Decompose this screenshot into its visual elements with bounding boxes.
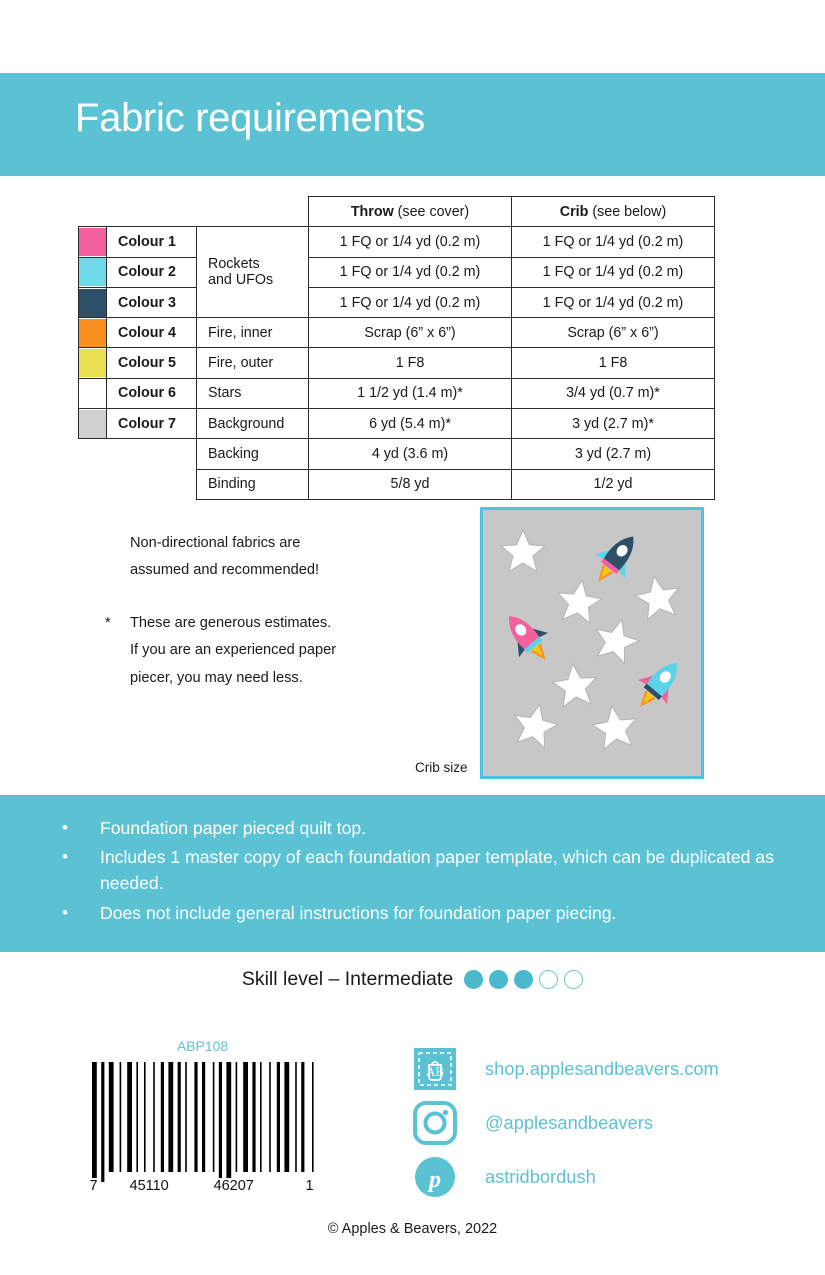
crib-value-3: 1 FQ or 1/4 yd (0.2 m) [512, 287, 715, 317]
quilt-star [509, 700, 561, 750]
page-title: Fabric requirements [75, 96, 425, 140]
throw-value-7: 6 yd (5.4 m)* [309, 409, 512, 439]
crib-label: Crib [559, 203, 589, 220]
note-line-1: Non-directional fabrics are [130, 535, 301, 551]
use-cell-rockets [197, 227, 309, 318]
barcode-digit-group2: 46207 [213, 1178, 254, 1194]
bullet-icon: • [62, 818, 68, 837]
crib-value-5: 1 F8 [512, 348, 715, 378]
use-line-1: Rockets [208, 256, 260, 273]
social-links [413, 1042, 719, 1204]
throw-sub: (see cover) [393, 203, 470, 220]
note-line-2: assumed and recommended! [130, 562, 320, 579]
quilt-star [555, 577, 604, 624]
crib-sub: (see below) [588, 203, 667, 220]
barcode-digit-right: 1 [305, 1178, 314, 1194]
spacer-colour-8 [107, 439, 197, 469]
colour-name-1: Colour 1 [107, 227, 197, 257]
social-row-shop[interactable] [413, 1042, 719, 1095]
social-row-instagram[interactable] [413, 1096, 719, 1149]
throw-value-3: 1 FQ or 1/4 yd (0.2 m) [309, 287, 512, 317]
star-line-2: If you are an experienced paper [130, 642, 337, 659]
spacer-cell-use [197, 197, 309, 227]
quilt-rocket-cyan [626, 651, 692, 719]
swatch-cell-4 [79, 318, 107, 348]
star-line-3: piecer, you may need less. [130, 669, 303, 686]
skill-dot-empty [539, 970, 558, 989]
skill-dot-filled [464, 970, 483, 989]
crib-value-6: 3/4 yd (0.7 m)* [512, 378, 715, 408]
social-row-pinterest[interactable] [413, 1150, 719, 1203]
instagram-handle-text[interactable]: @applesandbeavers [485, 1111, 653, 1133]
quilt-star [633, 573, 684, 622]
table-row [79, 227, 715, 257]
barcode-digit-left: 7 [89, 1178, 98, 1194]
list-item-text: Foundation paper pieced quilt top. [100, 818, 367, 838]
quilt-illustration [483, 510, 701, 776]
pinterest-icon[interactable] [413, 1155, 457, 1199]
swatch-cell-2 [79, 257, 107, 287]
star-note-block [105, 610, 337, 691]
instagram-icon[interactable] [413, 1101, 457, 1145]
crib-value-1: 1 FQ or 1/4 yd (0.2 m) [512, 227, 715, 257]
skill-level-dots [464, 970, 583, 989]
use-line-2: and UFOs [208, 272, 274, 289]
column-header-crib [512, 197, 715, 227]
notes-block [105, 530, 337, 692]
throw-value-4: Scrap (6” x 6”) [309, 318, 512, 348]
shop-url-text[interactable]: shop.applesandbeavers.com [485, 1057, 719, 1079]
table-row [79, 257, 715, 287]
colour-swatch [79, 228, 106, 256]
table-row [79, 409, 715, 439]
crib-value-8: 3 yd (2.7 m) [512, 439, 715, 469]
quilt-star [551, 662, 599, 708]
colour-name-7: Colour 7 [107, 409, 197, 439]
list-item [62, 900, 792, 926]
spacer-colour-9 [107, 469, 197, 499]
shop-bag-logo-icon[interactable] [413, 1047, 457, 1091]
includes-list [62, 815, 792, 929]
throw-value-6: 1 1/2 yd (1.4 m)* [309, 378, 512, 408]
swatch-cell-1 [79, 227, 107, 257]
skill-level-row [0, 968, 825, 991]
colour-name-6: Colour 6 [107, 378, 197, 408]
quilt-rocket-navy [583, 525, 648, 593]
use-value-5: Fire, outer [197, 348, 309, 378]
spacer-cell-colour [107, 197, 197, 227]
svg-text:p: p [429, 1166, 441, 1193]
spacer-cell-swatch [79, 197, 107, 227]
colour-swatch [79, 319, 106, 347]
colour-swatch [79, 379, 106, 407]
use-value-8: Backing [197, 439, 309, 469]
list-item-text: Includes 1 master copy of each foundation paper template, which can be duplicated as needed. [100, 847, 774, 894]
colour-swatch [79, 258, 106, 286]
throw-value-5: 1 F8 [309, 348, 512, 378]
throw-value-1: 1 FQ or 1/4 yd (0.2 m) [309, 227, 512, 257]
fabric-requirements-table [78, 196, 715, 500]
swatch-cell-3 [79, 287, 107, 317]
pinterest-handle-text[interactable]: astridbordush [485, 1165, 596, 1187]
list-item [62, 844, 792, 896]
table-row [79, 318, 715, 348]
table-row [79, 348, 715, 378]
sku-code: ABP108 [176, 1038, 229, 1054]
skill-dot-empty [564, 970, 583, 989]
quilt-frame [480, 507, 704, 779]
use-value-9: Binding [197, 469, 309, 499]
barcode-digit-group1: 45110 [129, 1178, 169, 1194]
swatch-cell-7 [79, 409, 107, 439]
throw-value-8: 4 yd (3.6 m) [309, 439, 512, 469]
list-item [62, 815, 792, 841]
quilt-star [590, 614, 643, 665]
colour-swatch [79, 289, 106, 317]
skill-level-label: Skill level – Intermediate [241, 968, 454, 990]
table-row [79, 439, 715, 469]
throw-value-9: 5/8 yd [309, 469, 512, 499]
skill-dot-filled [489, 970, 508, 989]
barcode-image [88, 1058, 318, 1193]
quilt-preview [480, 507, 704, 779]
use-value-6: Stars [197, 378, 309, 408]
spacer-swatch-9 [79, 469, 107, 499]
spacer-swatch-8 [79, 439, 107, 469]
colour-name-5: Colour 5 [107, 348, 197, 378]
star-line-1: These are generous estimates. [130, 615, 332, 632]
use-value-4: Fire, inner [197, 318, 309, 348]
quilt-star [501, 530, 545, 572]
column-header-throw [309, 197, 512, 227]
crib-value-4: Scrap (6” x 6”) [512, 318, 715, 348]
list-item-text: Does not include general instructions for foundation paper piecing. [100, 902, 617, 923]
use-value-7: Background [197, 409, 309, 439]
table-row [79, 469, 715, 499]
quilt-star [590, 703, 639, 750]
swatch-cell-6 [79, 378, 107, 408]
table-row [79, 287, 715, 317]
crib-value-2: 1 FQ or 1/4 yd (0.2 m) [512, 257, 715, 287]
throw-value-2: 1 FQ or 1/4 yd (0.2 m) [309, 257, 512, 287]
svg-text:AB: AB [425, 1063, 445, 1079]
colour-swatch [79, 410, 106, 438]
colour-name-2: Colour 2 [107, 257, 197, 287]
quilt-caption: Crib size [415, 760, 468, 775]
quilt-rocket-pink [495, 604, 561, 672]
barcode-digits [88, 1178, 318, 1209]
skill-dot-filled [514, 970, 533, 989]
throw-label: Throw [350, 203, 394, 220]
barcode-block [80, 1038, 325, 1209]
colour-name-4: Colour 4 [107, 318, 197, 348]
bullet-icon: • [62, 847, 68, 867]
barcode-bars [88, 1058, 318, 1193]
asterisk-marker: * [105, 615, 111, 632]
table-row [79, 378, 715, 408]
crib-value-9: 1/2 yd [512, 469, 715, 499]
colour-name-3: Colour 3 [107, 287, 197, 317]
swatch-cell-5 [79, 348, 107, 378]
crib-value-7: 3 yd (2.7 m)* [512, 409, 715, 439]
table-header-row [79, 197, 715, 227]
bullet-icon: • [62, 902, 68, 922]
copyright-text: © Apples & Beavers, 2022 [327, 1221, 498, 1237]
colour-swatch [79, 349, 106, 377]
